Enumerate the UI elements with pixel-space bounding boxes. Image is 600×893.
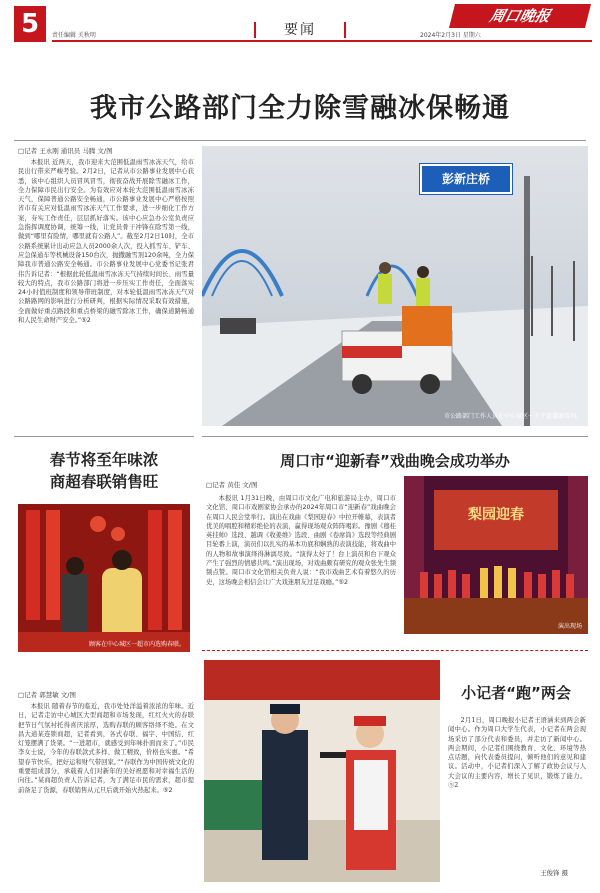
spring-byline: □记者 郭慧敏 文/图 [18,691,76,699]
bridge-sign: 彭新庄桥 [420,164,512,194]
reporter-divider-top [202,650,588,651]
reporter-signature: 王俊锋 摄 [540,869,569,877]
lead-photo-caption: 市公路部门工作人员在中心城区一主干道撒融雪剂。 [443,413,582,420]
snow-scene-illustration [202,146,588,426]
section-title: 要闻 [254,22,346,38]
interview-illustration [204,660,440,882]
reporter-headline: 小记者“跑”两会 [461,684,571,702]
two-sessions-photo [204,660,440,882]
page-editors: 责任编辑 关秋明 [52,32,96,39]
lead-byline: □记者 王永刚 通讯员 马腾 文/图 [18,147,113,155]
opera-photo-caption: 演出现场 [557,623,582,630]
opera-divider-top [202,436,588,437]
couplets-shop-photo [18,504,190,652]
stage-backdrop-text: 梨园迎春 [468,507,524,523]
issue-date: 2024年2月3日 星期六 [420,32,481,39]
couplets-illustration [18,504,190,652]
spring-body: 本报讯 随着春节的临近，我市处处洋溢着浓浓的年味。近日，记者走访中心城区大型商超和市场发现，红红火火的春联把节日气氛衬托得喜庆浓厚，选购春联的顾客络绎不绝。在文昌大道某连锁商超，记者看到，各式春联、福字、中国结、红灯笼摆满了货架。“一进超市，就感受到年味扑面而来了。”市民李女士说，今年的春联款式多样、做工精致，价格也实惠。“希望春节快乐，把好运和财气带回家。”“春联作为中国传统文化的重要组成部分，承载着人们对新年的美好祝愿和对幸福生活的向往。”某商超负责人告诉记者，为了满足市民的需求，超市提前备足了货源，春联销售从元旦后就开始火热起来。⑤2 [18,703,194,794]
opera-body: 本报讯 1月31日晚，由周口市文化广电和旅游局主办，周口市文化馆、周口市戏剧家协会承办的2024年周口市“迎新春”戏曲晚会在周口人民会堂举行。演出在戏曲《梨园迎春》中拉开帷幕，表演者优美的唱腔和精彩绝伦的表演，赢得现场观众阵阵喝彩。豫剧《穆桂英挂帅》选段、越调《收姜维》选段、曲剧《卷席筒》选段等经典剧目轮番上演，演员们以扎实的基本功底和娴熟的表演技能，将戏曲中的人物和故事演绎得淋漓尽致。“演得太好了！台上演员和台下观众产生了强烈的情感共鸣。”演出现场，对戏曲颇有研究的观众张先生频频点赞。周口市文化馆相关负责人说：“我市戏曲艺术有着悠久的历史，这场晚会相信会让广大戏迷朋友过足戏瘾。”⑤2 [206,495,396,586]
masthead-divider [52,40,592,42]
lead-body: 本报讯 近两天，我市迎来大范围低温雨雪冰冻天气，给市民出行带来严峻考验。2月2日，记者从市公路事业发展中心获悉，该中心组织人员冒风冒雪，彻夜奋战开展除雪融冰工作，全力保障市民出行安全。为有效应对本轮大范围低温雨雪冰冻天气，保障普通公路安全畅通，市公路事业发展中心严格按照省市有关应对低温雨雪冰冻天气工作要求，进一步细化工作方案，夯实工作责任，层层抓好落实。该中心应急办公室负责应急指挥调度协调，统筹一线，让党员骨干冲锋在除雪第一线，做到“哪里有险情，哪里就有公路人”。截至2月2日10时，全市公路系统累计出动应急人员2000余人次，投入抓雪车、铲车、应急保通车等机械设备150台次，抛撒融雪剂120余吨，全力保障我市普通公路安全畅通。市公路事业发展中心党委书记张君伟告诉记者：“根据此轮低温雨雪冰冻天气持续时间长、雨雪量较大的特点，我市公路部门将进一步压实工作责任，全面落实24小时值班制度和领导带班制度，对本轮低温雨雪冰冻天气对公路路网的影响进行分析研判，根据实际情况采取有效措施，全面做好重点路段和重点桥梁的融雪除冰工作，确保道路畅通和人民生命财产安全。”⑤2 [18,159,194,325]
headline-divider [14,140,586,141]
snow-road-photo [202,146,588,426]
opera-stage-photo [404,476,588,634]
spring-photo-caption: 顾客在中心城区一超市内选购春联。 [88,641,185,648]
page-number: 5 [14,6,46,42]
newspaper-logo: 周口晚报 [449,4,591,28]
stage-illustration [404,476,588,634]
spring-headline-line1: 春节将至年味浓 [49,451,159,469]
lead-headline: 我市公路部门全力除雪融冰保畅通 [90,93,510,124]
spring-headline-line2: 商超春联销售旺 [49,473,159,491]
opera-byline: □记者 黄佳 文/图 [206,481,258,489]
reporter-body: 2月1日，周口晚报小记者王语涵来到两会新闻中心。作为周口大学生代表，小记者在两会现场采访了部分代表和委员，并走访了新闻中心。两会期间，小记者们围绕教育、文化、环境等热点话题，向代表委员提问，倾听他们的意见和建议。活动中，小记者们深入了解了政协会议与人大会议的主要内容，增长了见识，锻炼了能力。⑤2 [448,717,586,790]
spring-divider-top [14,436,194,437]
opera-headline: 周口市“迎新春”戏曲晚会成功举办 [280,452,510,470]
